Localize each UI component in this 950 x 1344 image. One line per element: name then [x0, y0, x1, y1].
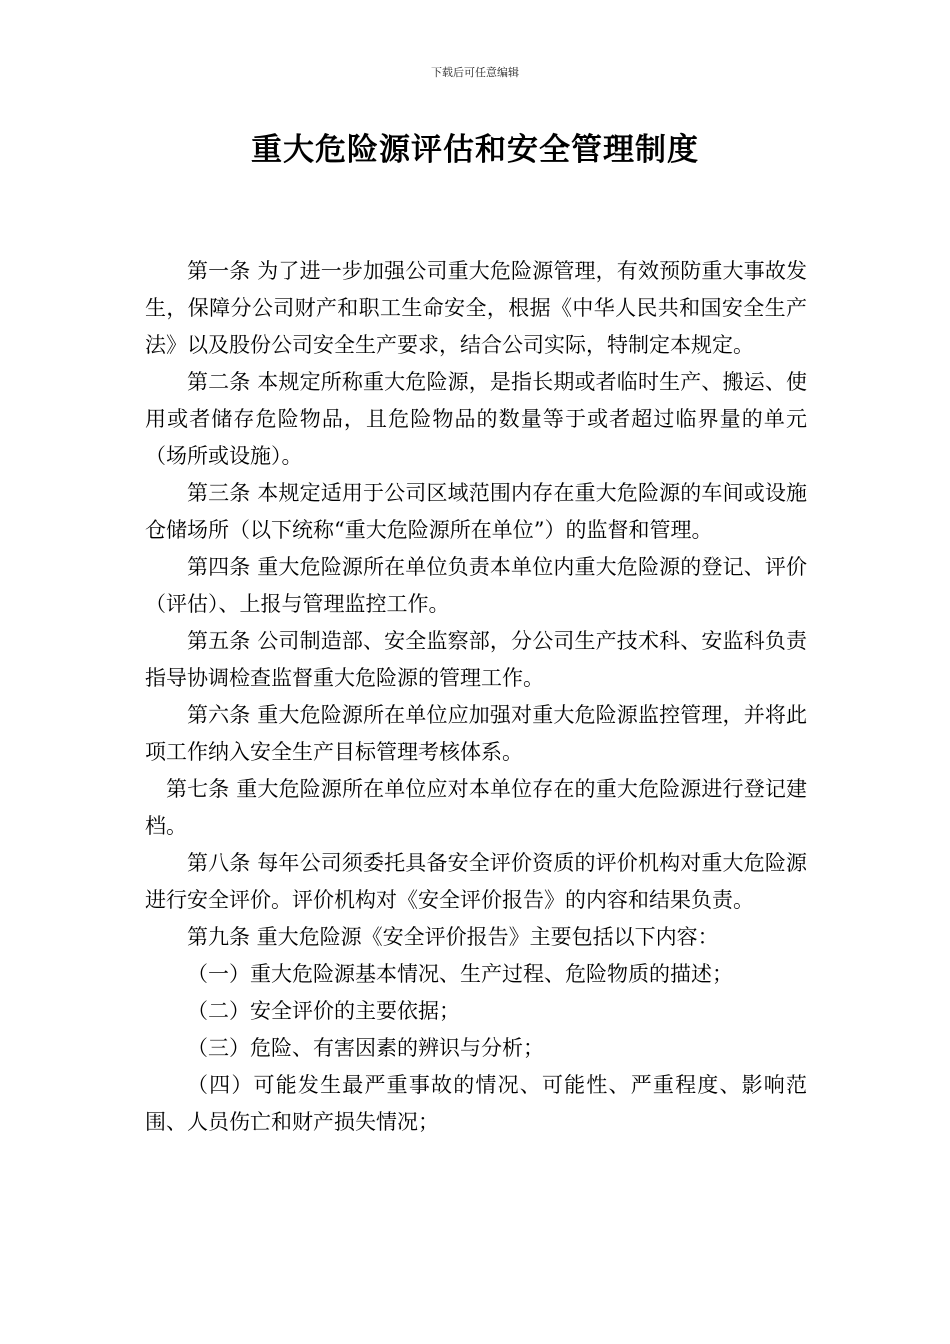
- article-1: 第一条 为了进一步加强公司重大危险源管理，有效预防重大事故发生，保障分公司财产和职工生命安全，根据《中华人民共和国安全生产法》以及股份公司安全生产要求，结合公司实际，特制定本规定。: [145, 259, 807, 357]
- article-3: 第三条 本规定适用于公司区域范围内存在重大危险源的车间或设施仓储场所（以下统称“重大危险源所在单位”）的监督和管理。: [145, 481, 807, 542]
- article-7: 第七条 重大危险源所在单位应对本单位存在的重大危险源进行登记建档。: [145, 777, 807, 838]
- article-5: 第五条 公司制造部、安全监察部，分公司生产技术科、安监科负责指导协调检查监督重大危险源的管理工作。: [145, 629, 807, 690]
- list-item-4: （四）可能发生最严重事故的情况、可能性、严重程度、影响范围、人员伤亡和财产损失情况；: [145, 1073, 807, 1134]
- header-note: 下载后可任意编辑: [431, 66, 519, 79]
- article-8: 第八条 每年公司须委托具备安全评价资质的评价机构对重大危险源进行安全评价。评价机构对《安全评价报告》的内容和结果负责。: [145, 851, 807, 912]
- document-body: [145, 253, 807, 1141]
- article-4: 第四条 重大危险源所在单位负责本单位内重大危险源的登记、评价（评估）、上报与管理监控工作。: [145, 555, 807, 616]
- article-6: 第六条 重大危险源所在单位应加强对重大危险源监控管理，并将此项工作纳入安全生产目标管理考核体系。: [145, 703, 807, 764]
- list-item-2: （二）安全评价的主要依据；: [187, 999, 460, 1023]
- article-9: 第九条 重大危险源《安全评价报告》主要包括以下内容：: [187, 925, 719, 949]
- list-item-3: （三）危险、有害因素的辨识与分析；: [187, 1036, 544, 1060]
- document-title: 重大危险源评估和安全管理制度: [251, 132, 699, 168]
- list-item-1: （一）重大危险源基本情况、生产过程、危险物质的描述；: [187, 962, 733, 986]
- article-2: 第二条 本规定所称重大危险源，是指长期或者临时生产、搬运、使用或者储存危险物品，且危险物品的数量等于或者超过临界量的单元（场所或设施）。: [145, 370, 807, 468]
